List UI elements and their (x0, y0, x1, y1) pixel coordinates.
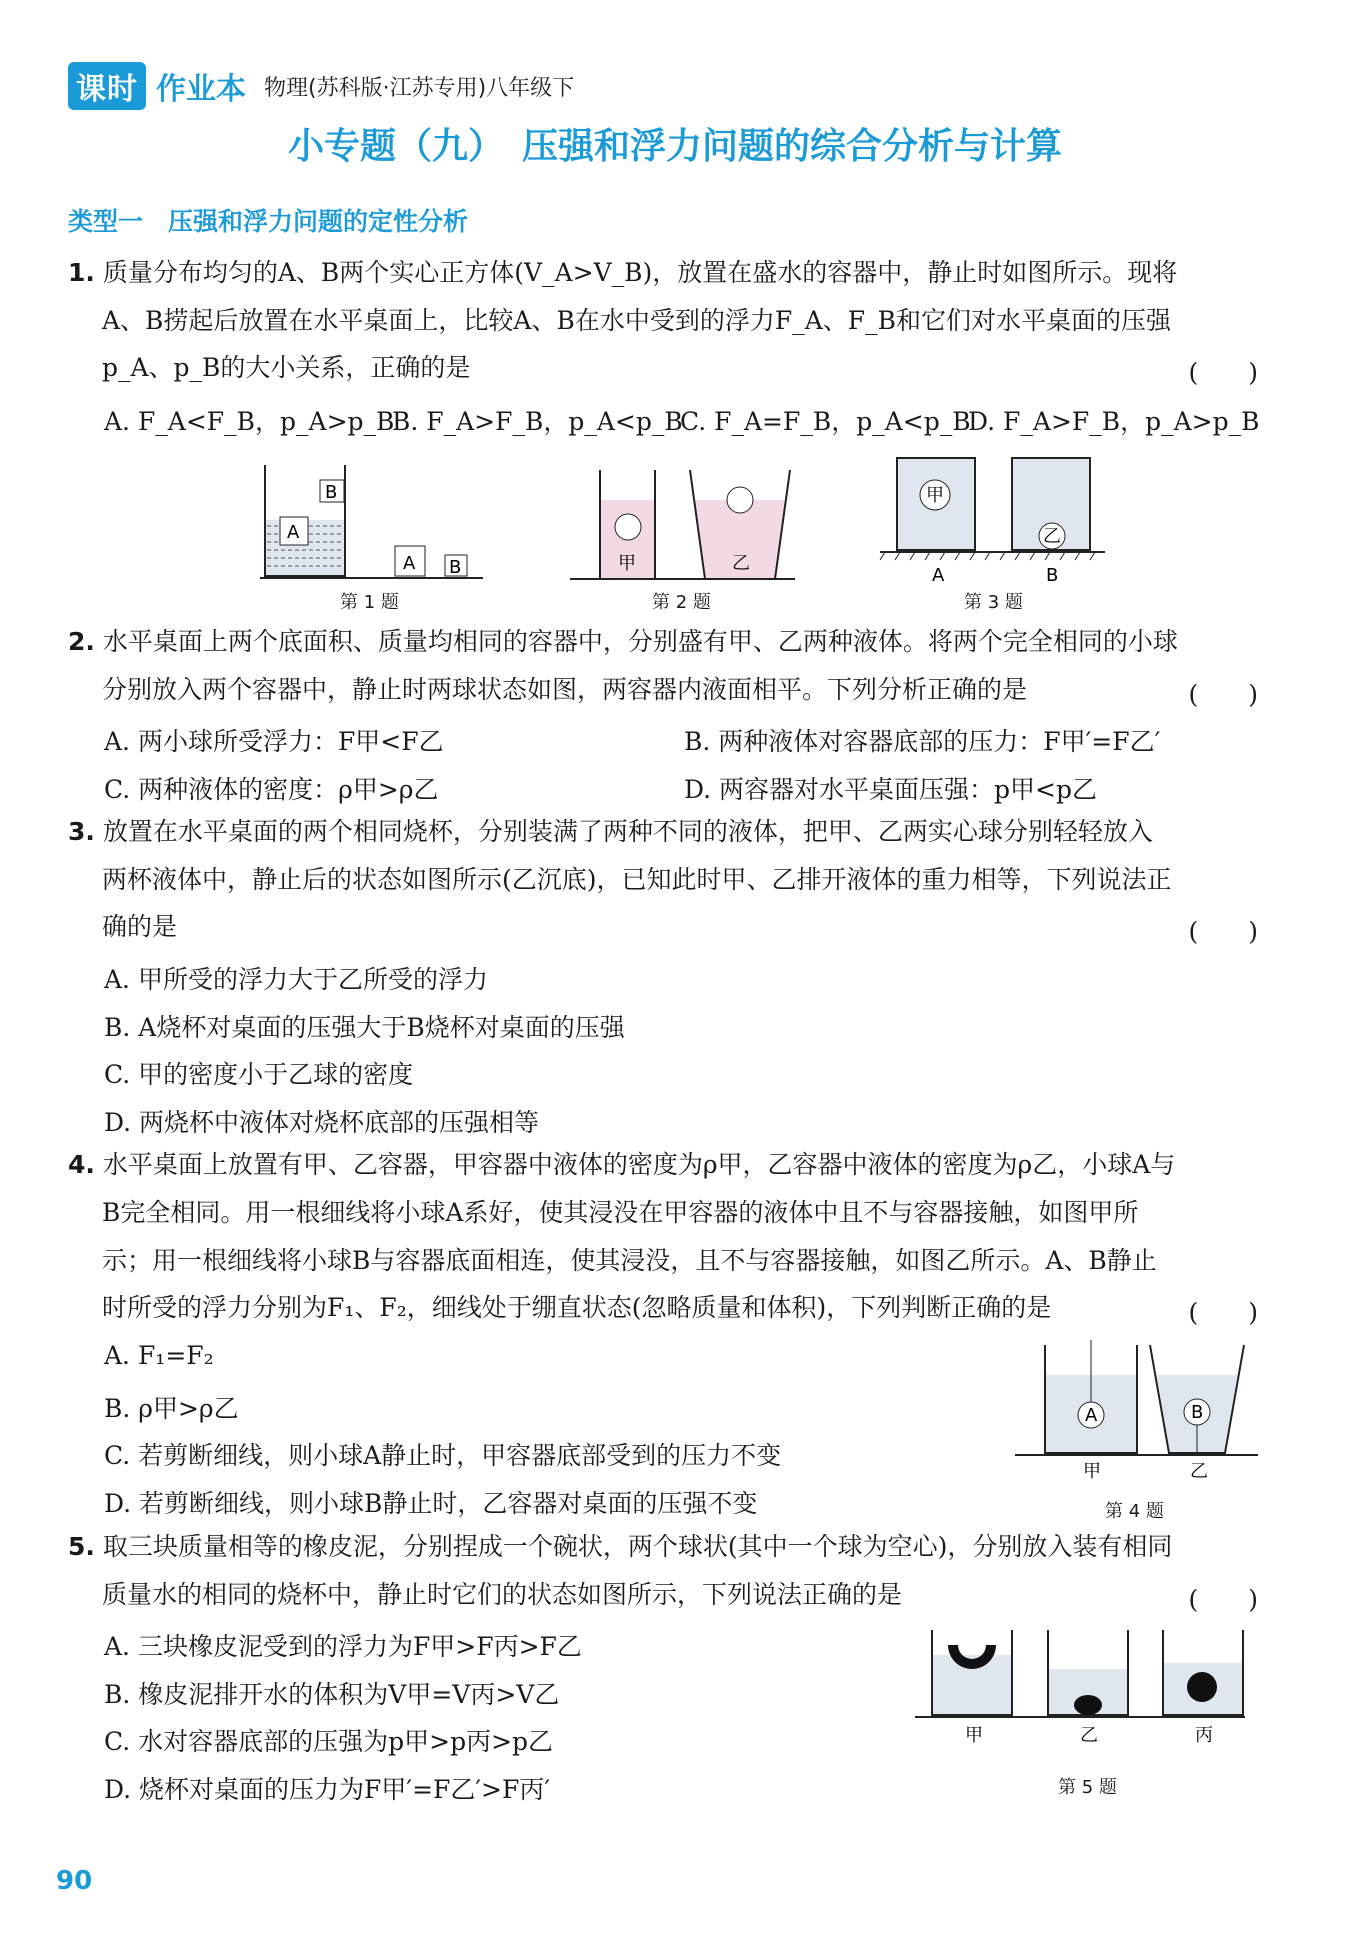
answer-blank[interactable]: ( ) (1188, 358, 1258, 387)
answer-blank[interactable]: ( ) (1188, 1298, 1258, 1327)
label-jia: 甲 (618, 553, 636, 574)
label-a: A (403, 553, 416, 574)
question-line: p_A、p_B的大小关系，正确的是 (102, 353, 471, 382)
question-line: 取三块质量相等的橡皮泥，分别捏成一个碗状，两个球状(其中一个球为空心)，分别放入装有相同 (102, 1532, 1173, 1561)
option-d: D. F_A>F_B，p_A>p_B (968, 407, 1260, 436)
option-c: C. F_A=F_B，p_A<p_B (680, 407, 971, 436)
label-jia: 甲 (1083, 1461, 1101, 1482)
question-number: 2. (68, 627, 95, 656)
figure-4 (1015, 1340, 1260, 1480)
option-a: A. 甲所受的浮力大于乙所受的浮力 (104, 965, 488, 994)
subject: 物理(苏科版·江苏专用)八年级下 (264, 75, 575, 101)
page-number: 90 (56, 1866, 93, 1896)
label-b: B (1191, 1402, 1204, 1423)
label-b: B (1046, 565, 1059, 586)
option-c: C. 两种液体的密度：ρ甲>ρ乙 (104, 775, 439, 804)
question-4 (68, 1150, 1175, 1180)
figure-caption: 第 4 题 (1105, 1501, 1164, 1522)
figure-caption: 第 2 题 (652, 592, 711, 613)
answer-blank[interactable]: ( ) (1188, 680, 1258, 709)
question-line: 确的是 (102, 912, 178, 941)
label-a: A (1085, 1405, 1098, 1426)
answer-blank[interactable]: ( ) (1188, 1585, 1258, 1614)
label-a: A (287, 522, 300, 543)
page-title: 小专题（九） 压强和浮力问题的综合分析与计算 (287, 126, 1062, 167)
label-jia: 甲 (965, 1725, 983, 1746)
figure-5 (910, 1625, 1250, 1765)
label-jia: 甲 (926, 485, 944, 506)
question-2 (68, 627, 1178, 657)
book-title: 作业本 (156, 72, 246, 107)
question-line: A、B捞起后放置在水平桌面上，比较A、B在水中受到的浮力F_A、F_B和它们对水平桌面的压强 (102, 306, 1171, 335)
question-line: 质量水的相同的烧杯中，静止时它们的状态如图所示，下列说法正确的是 (102, 1580, 903, 1609)
label-yi: 乙 (1190, 1461, 1208, 1482)
question-number: 4. (68, 1150, 95, 1179)
logo: 课时 (68, 62, 146, 110)
question-5 (68, 1532, 1172, 1562)
option-c: C. 水对容器底部的压强为p甲>p丙>p乙 (104, 1727, 554, 1756)
question-number: 5. (68, 1532, 95, 1561)
question-number: 1. (68, 258, 95, 287)
label-bing: 丙 (1195, 1725, 1213, 1746)
question-line: B完全相同。用一根细线将小球A系好，使其浸没在甲容器的液体中且不与容器接触，如图甲所 (102, 1198, 1139, 1227)
question-line: 时所受的浮力分别为F₁、F₂，细线处于绷直状态(忽略质量和体积)，下列判断正确的是 (102, 1293, 1052, 1322)
option-a: A. 三块橡皮泥受到的浮力为F甲>F丙>F乙 (104, 1632, 582, 1661)
option-b: B. A烧杯对桌面的压强大于B烧杯对桌面的压强 (104, 1013, 625, 1042)
question-line: 两杯液体中，静止后的状态如图所示(乙沉底)，已知此时甲、乙排开液体的重力相等，下列说法正 (102, 865, 1172, 894)
figure-caption: 第 5 题 (1058, 1777, 1117, 1798)
question-1 (68, 258, 1177, 288)
question-line: 水平桌面上放置有甲、乙容器，甲容器中液体的密度为ρ甲，乙容器中液体的密度为ρ乙，小球A与 (102, 1150, 1176, 1179)
option-a: A. F_A<F_B，p_A>p_B (104, 407, 395, 436)
label-yi: 乙 (1080, 1725, 1098, 1746)
option-b: B. ρ甲>ρ乙 (104, 1394, 239, 1423)
option-b: B. 橡皮泥排开水的体积为V甲=V丙>V乙 (104, 1680, 560, 1709)
option-c: C. 甲的密度小于乙球的密度 (104, 1060, 414, 1089)
question-3 (68, 817, 1153, 847)
option-d: D. 两容器对水平桌面压强：p甲<p乙 (684, 775, 1098, 804)
label-b: B (449, 557, 462, 578)
figure-2 (570, 465, 800, 585)
question-line: 质量分布均匀的A、B两个实心正方体(V_A>V_B)，放置在盛水的容器中，静止时如图所示。现将 (102, 258, 1178, 287)
figure-caption: 第 3 题 (964, 592, 1023, 613)
option-a: A. F₁=F₂ (104, 1341, 214, 1370)
question-line: 分别放入两个容器中，静止时两球状态如图，两容器内液面相平。下列分析正确的是 (102, 675, 1028, 704)
answer-blank[interactable]: ( ) (1188, 917, 1258, 946)
option-d: D. 两烧杯中液体对烧杯底部的压强相等 (104, 1108, 540, 1137)
option-b: B. F_A>F_B，p_A<p_B (392, 407, 683, 436)
question-line: 水平桌面上两个底面积、质量均相同的容器中，分别盛有甲、乙两种液体。将两个完全相同的小球 (102, 627, 1178, 656)
figure-3 (880, 450, 1110, 590)
header (68, 62, 574, 110)
label-yi: 乙 (1043, 526, 1061, 547)
label-b: B (325, 482, 338, 503)
question-line: 放置在水平桌面的两个相同烧杯，分别装满了两种不同的液体，把甲、乙两实心球分别轻轻放入 (102, 817, 1153, 846)
question-line: 示；用一根细线将小球B与容器底面相连，使其浸没，且不与容器接触，如图乙所示。A、B静止 (102, 1246, 1157, 1275)
option-d: D. 烧杯对桌面的压力为F甲′=F乙′>F丙′ (104, 1775, 551, 1804)
figure-1 (255, 460, 485, 600)
option-a: A. 两小球所受浮力：F甲<F乙 (104, 727, 444, 756)
option-c: C. 若剪断细线，则小球A静止时，甲容器底部受到的压力不变 (104, 1441, 782, 1470)
figure-caption: 第 1 题 (340, 592, 399, 613)
label-a: A (932, 565, 945, 586)
label-yi: 乙 (732, 553, 750, 574)
option-b: B. 两种液体对容器底部的压力：F甲′=F乙′ (684, 727, 1161, 756)
section-heading: 类型一 压强和浮力问题的定性分析 (68, 207, 469, 236)
question-number: 3. (68, 817, 95, 846)
option-d: D. 若剪断细线，则小球B静止时，乙容器对桌面的压强不变 (104, 1489, 758, 1518)
